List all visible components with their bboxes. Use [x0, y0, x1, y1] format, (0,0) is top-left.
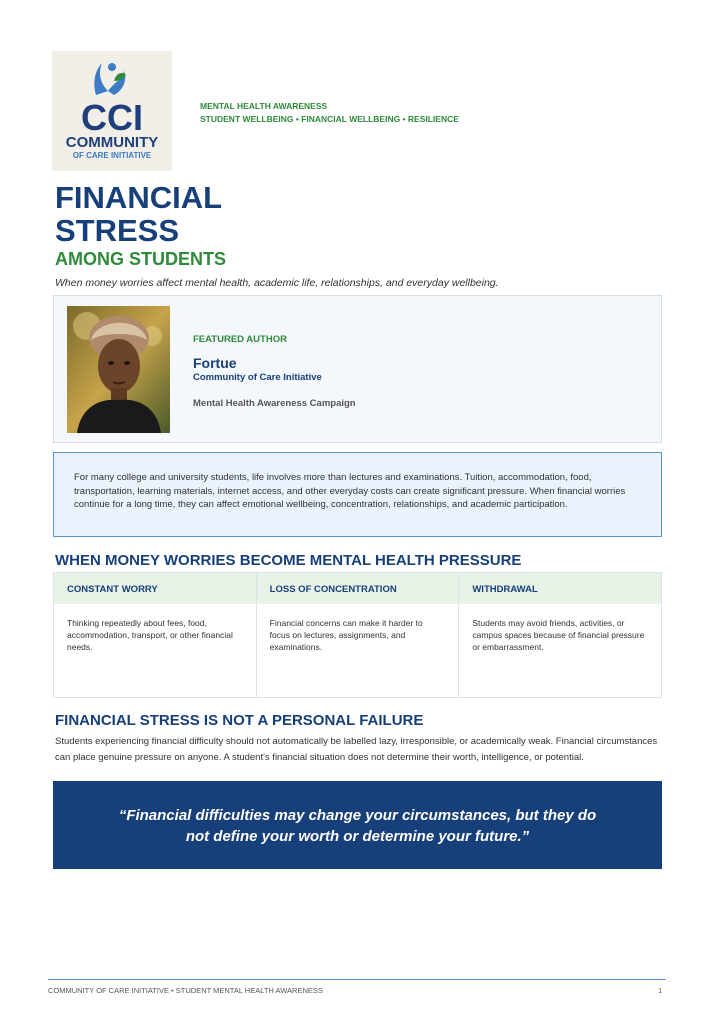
footer-text: COMMUNITY OF CARE INITIATIVE • STUDENT MENTAL HEALTH AWARENESS — [48, 986, 323, 995]
tagline-line1: MENTAL HEALTH AWARENESS — [200, 101, 328, 111]
column-body: Thinking repeatedly about fees, food, accommodation, transport, or other financial needs. — [67, 618, 233, 652]
author-photo — [67, 306, 170, 433]
author-name: Fortue — [193, 355, 237, 371]
tagline — [200, 100, 459, 126]
title-line2: STRESS — [55, 213, 180, 248]
page-subtitle: AMONG STUDENTS — [55, 249, 226, 269]
cci-logo — [52, 51, 172, 171]
column-heading: CONSTANT WORRY — [54, 573, 256, 604]
featured-author-label: FEATURED AUTHOR — [193, 334, 287, 345]
section-heading-not-failure: FINANCIAL STRESS IS NOT A PERSONAL FAILURE — [55, 712, 424, 729]
page-title — [55, 181, 222, 247]
intro-line: When money worries affect mental health, academic life, relationships, and everyday wellbeing. — [55, 277, 499, 289]
featured-author-card — [53, 295, 662, 443]
page-number: 1 — [658, 986, 663, 995]
tagline-line2: STUDENT WELLBEING • FINANCIAL WELLBEING • RESILIENCE — [200, 114, 459, 124]
grid-column — [257, 573, 460, 697]
author-campaign: Mental Health Awareness Campaign — [193, 398, 356, 409]
column-heading: WITHDRAWAL — [459, 573, 661, 604]
intro-box: For many college and university students, life involves more than lectures and examinations. Tuition, accommodation, food, transportation, learning materials, internet access, and other everyday costs can create significant pressure. When financial worries continue for a long time, they can affect emotional wellbeing, concentration, relationships, and academic participation. — [53, 452, 662, 537]
pull-quote: “Financial difficulties may change your circumstances, but they do not define your worth or determine your future.” — [53, 781, 662, 869]
grid-column — [54, 573, 257, 697]
logo-word-community: COMMUNITY — [65, 134, 159, 151]
grid-column — [459, 573, 661, 697]
column-body: Financial concerns can make it harder to focus on lectures, assignments, and examinations. — [269, 618, 423, 652]
footer-divider — [48, 979, 666, 980]
logo-initials: CCI — [81, 97, 143, 138]
pressure-grid — [53, 572, 662, 698]
section-body-not-failure: Students experiencing financial difficulty should not automatically be labelled lazy, irresponsible, or academically weak. Financial circumstances can place genuine pressure on anyone. A student's financial situation does not determine their worth, intelligence, or potential. — [55, 736, 658, 763]
author-org: Community of Care Initiative — [193, 372, 322, 383]
author-meta — [193, 334, 356, 409]
column-body: Students may avoid friends, activities, or campus spaces because of financial pressure or embarrassment. — [472, 618, 645, 652]
title-line1: FINANCIAL — [55, 180, 223, 215]
logo-word-care: OF CARE INITIATIVE — [72, 151, 152, 160]
column-heading: LOSS OF CONCENTRATION — [257, 573, 459, 604]
section-heading-pressure: WHEN MONEY WORRIES BECOME MENTAL HEALTH PRESSURE — [55, 552, 522, 569]
